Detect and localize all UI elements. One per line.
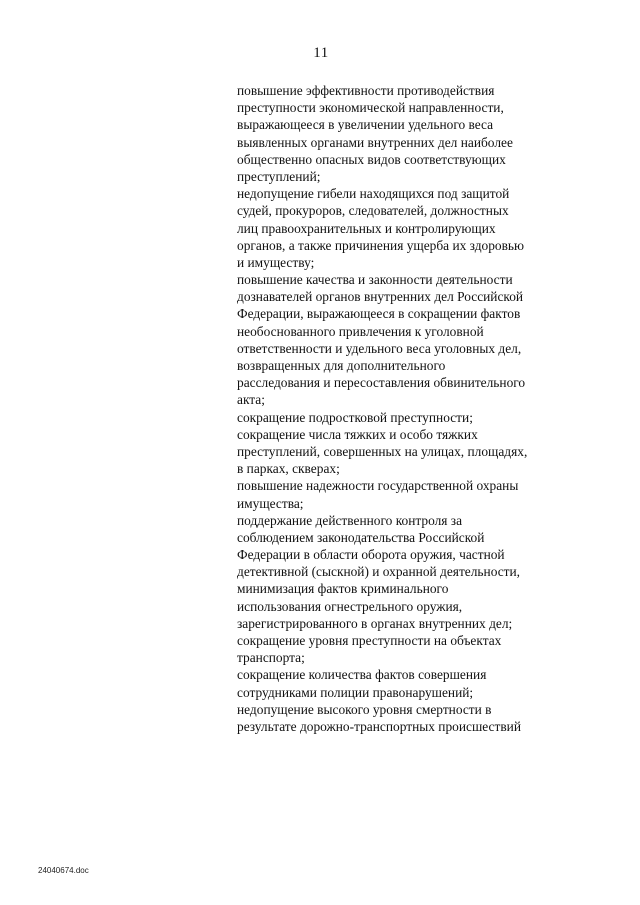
text-line: повышение качества и законности деятельности [237, 272, 513, 288]
text-line: транспорта; [237, 650, 305, 666]
text-line: сокращение числа тяжких и особо тяжких [237, 426, 478, 442]
text-line: соблюдением законодательства Российской [237, 529, 485, 545]
text-line: расследования и пересоставления обвинительного [237, 375, 526, 391]
text-line: детективной (сыскной) и охранной деятельности, [237, 564, 521, 580]
document-file-name: 24040674.doc [38, 866, 89, 875]
text-line: выявленных органами внутренних дел наиболее [237, 134, 513, 150]
text-line: Федерации в области оборота оружия, частной [237, 547, 505, 563]
text-line: ответственности и удельного веса уголовных дел, [237, 340, 522, 356]
text-line: поддержание действенного контроля за [237, 512, 463, 528]
text-line: использования огнестрельного оружия, [237, 598, 463, 614]
text-line: органов, а также причинения ущерба их здоровью [237, 237, 525, 253]
text-line: недопущение высокого уровня смертности в [237, 701, 492, 717]
text-line: и имуществу; [237, 254, 315, 270]
text-line: повышение надежности государственной охраны [237, 478, 519, 494]
text-line: сокращение уровня преступности на объектах [237, 633, 502, 648]
text-line: повышение эффективности противодействия [237, 83, 495, 98]
document-body [237, 82, 567, 735]
text-line: акта; [237, 392, 265, 408]
text-line: преступлений; [237, 168, 321, 184]
text-line: выражающееся в увеличении удельного веса [237, 117, 494, 133]
text-line: дознавателей органов внутренних дел Российской [237, 289, 524, 305]
text-line: возвращенных для дополнительного [237, 358, 446, 373]
text-line: общественно опасных видов соответствующих [237, 151, 506, 167]
text-line: преступлений, совершенных на улицах, площадях, [237, 443, 528, 459]
text-line: в парках, скверах; [237, 461, 340, 477]
text-line: сотрудниками полиции правонарушений; [237, 684, 474, 700]
text-line: зарегистрированного в органах внутренних дел; [237, 615, 513, 631]
text-line: лиц правоохранительных и контролирующих [237, 220, 496, 236]
page-number: 11 [313, 45, 329, 61]
text-line: сокращение количества фактов совершения [237, 667, 487, 683]
text-line: недопущение гибели находящихся под защитой [237, 186, 510, 202]
text-line: результате дорожно-транспортных происшествий [237, 718, 521, 734]
text-line: имущества; [237, 495, 304, 511]
text-line: преступности экономической направленности, [237, 100, 504, 116]
text-line: судей, прокуроров, следователей, должностных [237, 203, 509, 219]
text-line: Федерации, выражающееся в сокращении фактов [237, 306, 521, 322]
text-line: минимизация фактов криминального [237, 581, 449, 597]
text-line: сокращение подростковой преступности; [237, 409, 473, 425]
text-line: необоснованного привлечения к уголовной [237, 323, 484, 339]
